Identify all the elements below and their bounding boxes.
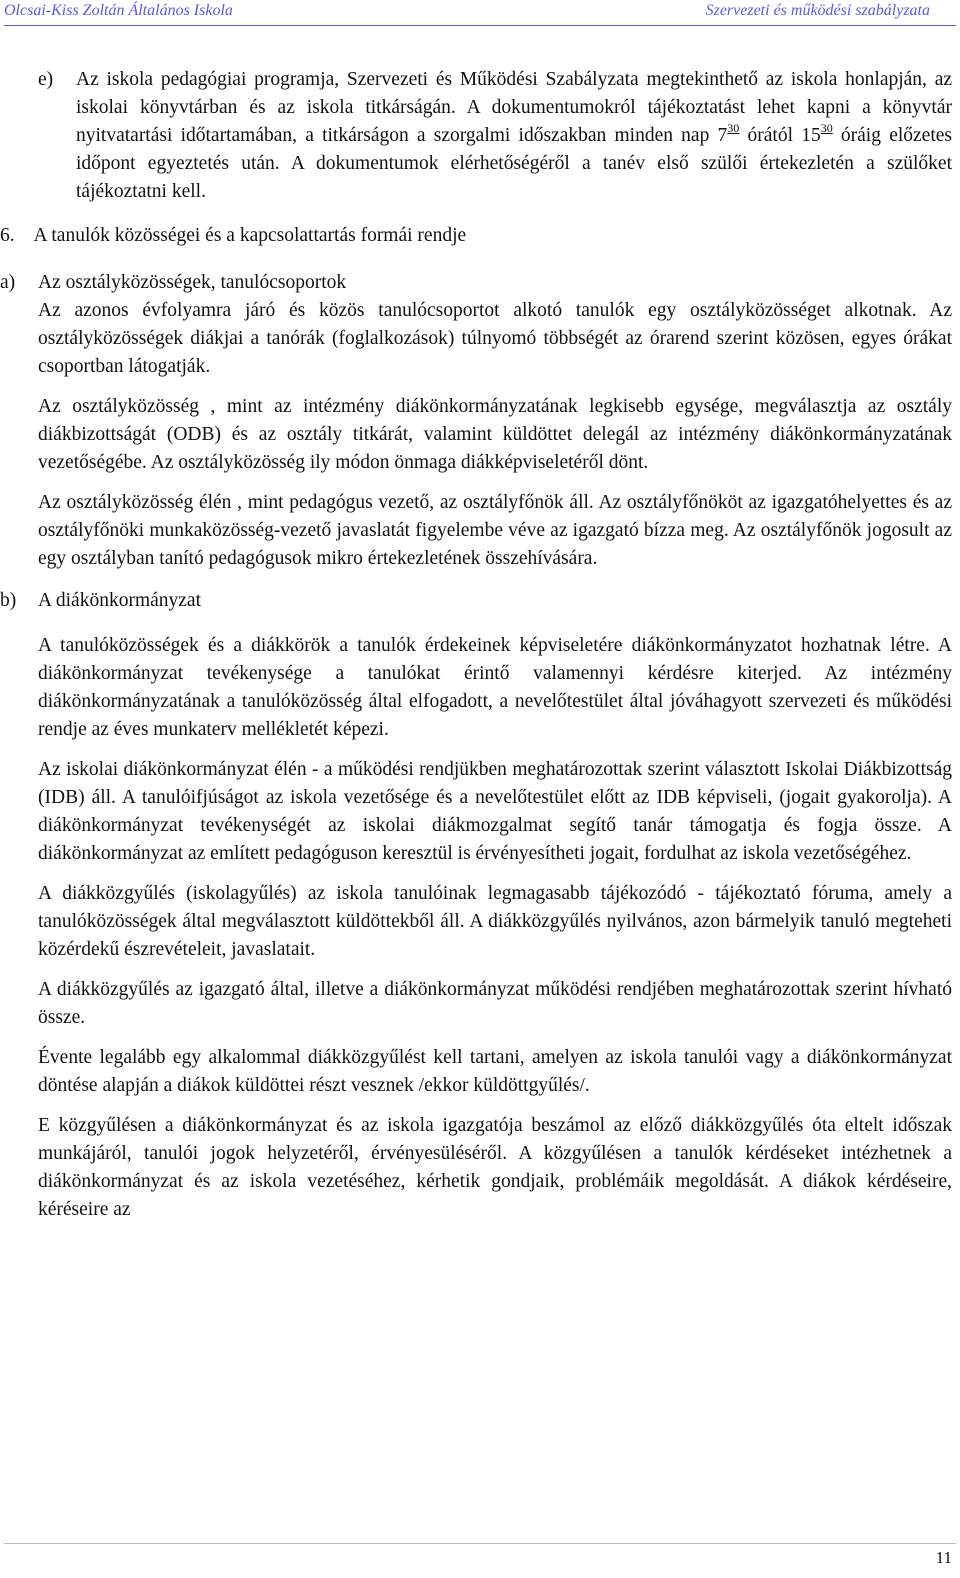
paragraph-class-council: Az osztályközösség , mint az intézmény diákönkormányzatának legkisebb egysége, megválasztja az osztály diákbizottságát (ODB) és az osztály titkárát, valamint küldöttet delegál az intézmény diákönkormányzatának vezetőségébe. Az osztályközösség ily módon önmaga diákképviseletéről dönt. <box>38 396 952 473</box>
list-item-b <box>0 587 952 1224</box>
section-number: 6. <box>0 225 15 246</box>
paragraph-assembly-convening: A diákközgyűlés az igazgató által, illetve a diákönkormányzat működési rendjében meghatározottak szerint hívható össze. <box>38 979 952 1028</box>
list-marker-a: a) <box>0 272 16 293</box>
paragraph-class-communities: Az azonos évfolyamra járó és közös tanulócsoportot alkotó tanulók egy osztályközösséget alkotnak. Az osztályközösségek diákjai a tanórák (foglalkozások) túlnyomó többségét az órarend szerint közösen, egyes órákat csoportban látogatják. <box>38 300 952 377</box>
paragraph-student-board: Az iskolai diákönkormányzat élén - a működési rendjükben meghatározottak szerint választott Iskolai Diákbizottság (IDB) áll. A tanulóifjúságot az iskola vezetősége és a nevelőtestület előtt az IDB képviseli, (jogait gyakorolja). A diákönkormányzat tevékenységét az iskolai diákmozgalmat segítő tanár támogatja és fogja össze. A diákönkormányzat az említett pedagóguson keresztül is érvényesítheti jogait, fordulhat az iskola vezetőségéhez. <box>38 759 952 864</box>
text-segment: órától 15 <box>739 125 821 146</box>
text-segment: óráig előzetes időpont egyeztetés után. A dokumentumok elérhetőségéről a tanév első szülői értekezletén a szülőket tájékoztatni kell. <box>76 125 952 202</box>
list-marker-b: b) <box>0 590 17 611</box>
list-item-e <box>38 66 952 206</box>
paragraph-student-assembly: A diákközgyűlés (iskolagyűlés) az iskola tanulóinak legmagasabb tájékozódó - tájékoztató fóruma, amely a tanulóközösségek által megválasztott küldöttekből áll. A diákközgyűlés nyilvános, azon bármelyik tanuló megteheti közérdekű észrevételeit, javaslatait. <box>38 883 952 960</box>
section-title: A tanulók közösségei és a kapcsolattartás formái rendje <box>33 225 467 246</box>
subsection-title-b: A diákönkormányzat <box>38 590 201 611</box>
header-divider <box>4 25 956 26</box>
footer-divider <box>4 1543 956 1544</box>
paragraph-student-government: A tanulóközösségek és a diákkörök a tanulók érdekeinek képviseletére diákönkormányzatot hozhatnak létre. A diákönkormányzat tevékenysége a tanulókat érintő valamennyi kérdésre kiterjed. Az intézmény diákönkormányzatának a tanulóközösség által elfogadott, a nevelőtestület által jóváhagyott szervezeti és működési rendje az éves munkaterv mellékletét képezi. <box>38 635 952 740</box>
text-segment: Az iskola pedagógiai programja, Szervezeti és Működési Szabályzata megtekinthető az iskola honlapján, az iskolai könyvtárban és az iskola titkárságán. A dokumentumokról tájékoztatást lehet kapni a könyvtár nyitvatartási időtartamában, a titkárságon a szorgalmi időszakban minden nap 7 <box>76 69 952 146</box>
paragraph-documents-availability <box>76 66 952 206</box>
page-header <box>0 0 960 26</box>
page-number: 11 <box>935 1548 952 1567</box>
header-document-title: Szervezeti és működési szabályzata <box>705 2 930 19</box>
list-marker-e: e) <box>38 69 54 90</box>
paragraph-annual-assembly: Évente legalább egy alkalommal diákközgyűlést kell tartani, amelyen az iskola tanulói vagy a diákönkormányzat döntése alapján a diákok küldöttei részt vesznek /ekkor küldöttgyűlés/. <box>38 1047 952 1096</box>
subsection-title-a: Az osztályközösségek, tanulócsoportok <box>38 272 347 293</box>
document-body <box>0 66 952 1224</box>
paragraph-assembly-report: E közgyűlésen a diákönkormányzat és az iskola igazgatója beszámol az előző diákközgyűlés óta eltelt időszak munkájáról, tanulói jogok helyzetéről, érvényesüléséről. A közgyűlésen a tanulók kérdéseket intézhetnek a diákönkormányzat és az iskola vezetéséhez, kérhetik gondjaik, problémáik megoldását. A diákok kérdéseire, kéréseire az <box>38 1115 952 1220</box>
list-item-a <box>0 269 952 573</box>
superscript-minutes-end: 30 <box>820 121 833 135</box>
superscript-minutes-start: 30 <box>727 121 740 135</box>
paragraph-class-teacher: Az osztályközösség élén , mint pedagógus vezető, az osztályfőnök áll. Az osztályfőnököt az igazgatóhelyettes és az osztályfőnöki munkaközösség-vezető javaslatát figyelembe véve az igazgató bízza meg. Az osztályfőnök jogosult az egy osztályban tanító pedagógusok mikro értekezletének összehívására. <box>38 492 952 569</box>
section-6-heading <box>0 222 952 250</box>
header-school-name: Olcsai-Kiss Zoltán Általános Iskola <box>4 2 233 19</box>
